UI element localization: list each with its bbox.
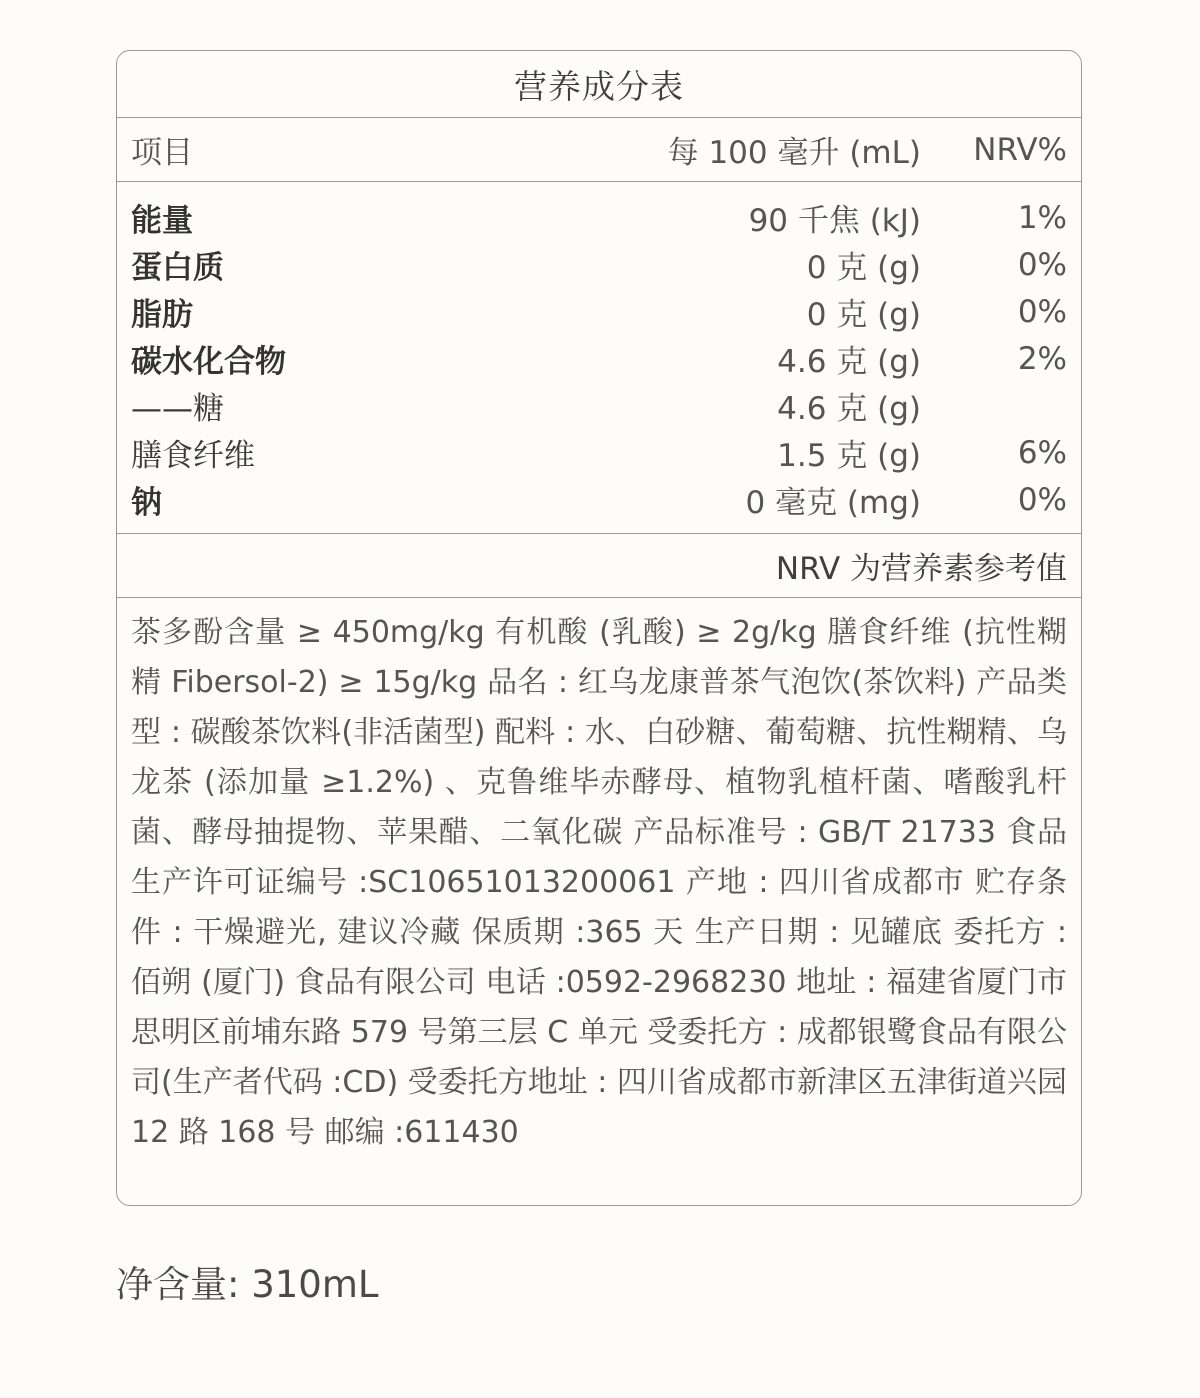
nutrient-amount: 0 毫克 (mg)	[745, 485, 921, 521]
table-row	[131, 241, 1067, 288]
header-amount: 每 100 毫升 (mL)	[667, 135, 921, 171]
table-row	[131, 194, 1067, 241]
product-info	[117, 598, 1081, 1158]
nutrient-name: 碳水化合物	[131, 344, 286, 380]
nutrient-amount: 4.6 克 (g)	[777, 344, 921, 380]
nutrient-nrv: 2%	[1017, 340, 1067, 377]
nutrient-amount: 0 克 (g)	[806, 297, 921, 333]
nutrition-facts-panel	[116, 50, 1082, 1206]
nutrient-name: 脂肪	[131, 297, 193, 333]
nutrient-amount: 90 千焦 (kJ)	[748, 203, 921, 239]
product-info-text: 茶多酚含量 ≥ 450mg/kg 有机酸 (乳酸) ≥ 2g/kg 膳食纤维 (抗性糊精 Fibersol-2) ≥ 15g/kg 品名 : 红乌龙康普茶气泡饮(茶饮料) 产品类型 : 碳酸茶饮料(非活菌型) 配料 : 水、白砂糖、葡萄糖、抗性糊精、乌龙茶 (添加量 ≥1.2%) 、克鲁维毕赤酵母、植物乳植杆菌、嗜酸乳杆菌、酵母抽提物、苹果醋、二氧化碳 产品标准号 : GB/T 21733 食品生产许可证编号 :SC10651013200061 产地 : 四川省成都市 贮存条件 : 干燥避光, 建议冷藏 保质期 :365 天 生产日期 : 见罐底 委托方 : 佰朔 (厦门) 食品有限公司 电话 :0592-2968230 地址 : 福建省厦门市思明区前埔东路 579 号第三层 C 单元 受委托方 : 成都银鹭食品有限公司(生产者代码 :CD) 受委托方地址 : 四川省成都市新津区五津街道兴园 12 路 168 号 邮编 :611430	[131, 615, 1067, 1150]
nutrient-name: ——糖	[131, 391, 224, 427]
net-content: 净含量: 310mL	[116, 1263, 379, 1306]
nutrient-name: 蛋白质	[131, 250, 224, 286]
nutrient-nrv: 1%	[1017, 199, 1067, 236]
nutrient-amount: 0 克 (g)	[806, 250, 921, 286]
table-title: 营养成分表	[117, 51, 1081, 118]
header-item: 项目	[131, 135, 193, 171]
nutrient-amount: 1.5 克 (g)	[777, 438, 921, 474]
nutrient-name: 钠	[131, 485, 162, 521]
nutrient-nrv: 6%	[1017, 434, 1067, 471]
nutrient-name: 能量	[131, 203, 193, 239]
nrv-note: NRV 为营养素参考值	[117, 534, 1081, 598]
table-row	[131, 382, 1067, 429]
nutrient-nrv: 0%	[1017, 481, 1067, 518]
nutrient-list	[117, 182, 1081, 534]
nutrient-name: 膳食纤维	[131, 438, 255, 474]
nutrient-amount: 4.6 克 (g)	[777, 391, 921, 427]
nutrient-nrv: 0%	[1017, 246, 1067, 283]
table-row	[131, 429, 1067, 476]
table-row	[131, 476, 1067, 523]
table-header-row	[117, 118, 1081, 182]
header-nrv: NRV%	[973, 131, 1067, 168]
table-row	[131, 288, 1067, 335]
table-row	[131, 335, 1067, 382]
nutrient-nrv: 0%	[1017, 293, 1067, 330]
